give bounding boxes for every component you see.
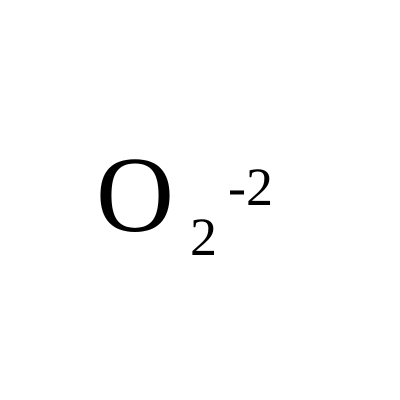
ion-charge-superscript: -2 (228, 157, 273, 217)
atom-count-subscript: 2 (190, 207, 217, 267)
element-symbol: O (96, 136, 174, 255)
